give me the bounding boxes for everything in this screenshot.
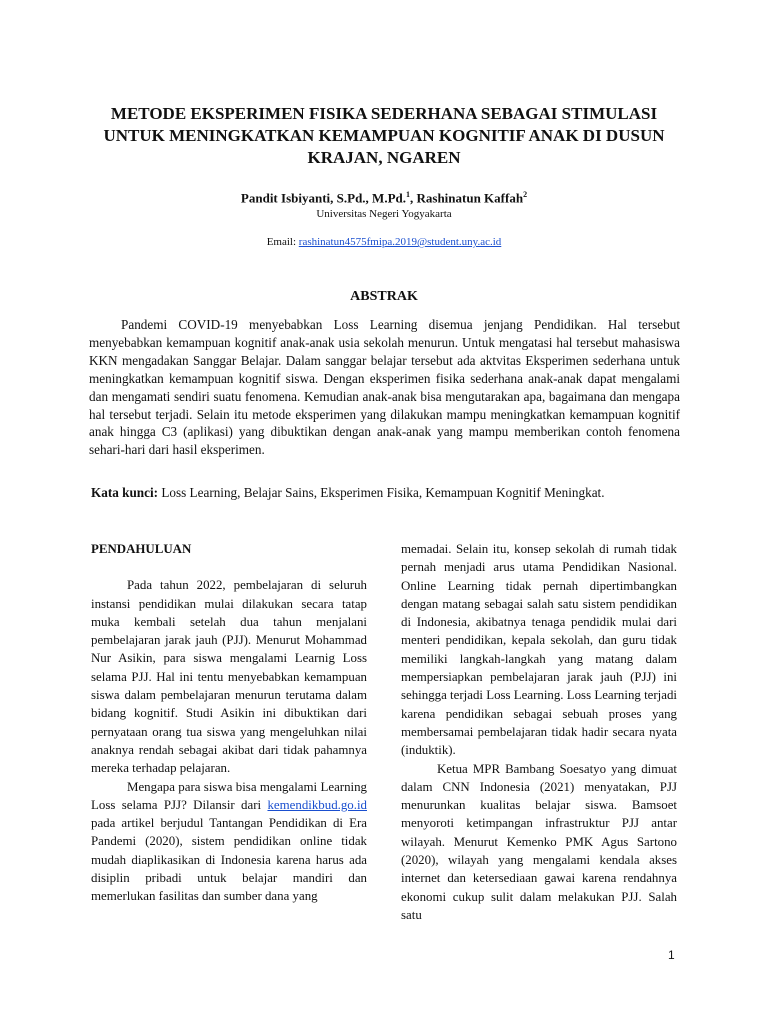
email-link[interactable]: rashinatun4575fmipa.2019@student.uny.ac.id [298, 236, 502, 248]
kemendikbud-link[interactable]: kemendikbud.go.id [267, 797, 367, 812]
paper-title: METODE EKSPERIMEN FISIKA SEDERHANA SEBAGAI STIMULASI UNTUK MENINGKATKAN KEMAMPUAN KOGNITIF ANAK DI DUSUN KRAJAN, NGAREN [103, 104, 665, 167]
email-line [0, 236, 768, 248]
left-paragraph-2 [91, 778, 367, 906]
page-number: 1 [668, 948, 675, 962]
email-label: Email: [266, 236, 299, 248]
keywords-label: Kata kunci: [91, 485, 159, 500]
keywords-list: Loss Learning, Belajar Sains, Eksperimen Fisika, Kemampuan Kognitif Meningkat. [158, 485, 605, 500]
author-2: Rashinatun Kaffah [416, 190, 524, 206]
author-line [0, 190, 768, 206]
left-p2-before: Mengapa para siswa bisa mengalami Learning Loss selama PJJ? Dilansir dari [91, 779, 367, 812]
author-1: Pandit Isbiyanti, S.Pd., M.Pd. [240, 190, 406, 206]
left-column [91, 540, 367, 906]
abstract-heading: ABSTRAK [350, 289, 418, 304]
keywords [91, 484, 651, 502]
section-heading: PENDAHULUAN [91, 542, 192, 556]
right-column [401, 540, 677, 924]
left-paragraph-1: Pada tahun 2022, pembelajaran di seluruh instansi pendidikan mulai dilakukan secara tatap muka kembali setelah dua tahun menjalani pembelajaran jarak jauh (PJJ). Menurut Mohammad Nur Asikin, para siswa mengalami Learnig Loss selama PJJ. Hal ini tentu menyebabkan kemampuan siswa dalam pembelajaran menurun terutama dalam bidang kognitif. Studi Asikin ini dibuktikan dari pernyataan orang tua siswa yang mengeluhkan nilai anaknya rendah sebagai akibat dari tidak pahamnya mereka terhadap pelajaran. [91, 578, 367, 776]
author-2-affil-mark: 2 [523, 190, 528, 199]
left-p2-after: pada artikel berjudul Tantangan Pendidikan di Era Pandemi (2020), sistem pendidikan online tidak mudah diaplikasikan di Indonesia karena harus ada disiplin pribadi untuk belajar mandiri dan memerlukan fasilitas dan sumber dana yang [91, 816, 367, 904]
author-separator: , [410, 190, 417, 206]
right-paragraph-1: memadai. Selain itu, konsep sekolah di rumah tidak pernah menjadi arus utama Pendidikan Nasional. Online Learning tidak pernah dipertimbangkan dengan matang sebagai salah satu sistem pendidikan di Indonesia, akibatnya tenaga pendidik mulai dari menteri pendidikan, kepala sekolah, dan guru tidak memiliki langkah-langkah yang matang dalam mempersiapkan pembelajaran jarak jauh (PJJ) ini sehingga terjadi Loss Learning. Loss Learning terjadi karena pendidikan sebagai sebuah proses yang membersamai pembelajaran tidak hadir secara nyata (induktik). [401, 542, 677, 758]
right-paragraph-2: Ketua MPR Bambang Soesatyo yang dimuat dalam CNN Indonesia (2021) menyatakan, PJJ menurunkan kualitas belajar siswa. Bamsoet menyoroti ketimpangan infrastruktur PJJ antar wilayah. Menurut Kemenko PMK Agus Sartono (2020), wilayah yang mengalami kendala akses internet dan ketersediaan gawai karena rendahnya ekonomi cukup sulit dalam melakukan PJJ. Salah satu [401, 761, 677, 922]
author-1-affil-mark: 1 [406, 190, 410, 199]
abstract-text: Pandemi COVID-19 menyebabkan Loss Learning disemua jenjang Pendidikan. Hal tersebut menyebabkan kemampuan kognitif anak-anak usia sekolah menurun. Untuk mengatasi hal tersebut mahasiswa KKN mengadakan Sanggar Belajar. Dalam sanggar belajar tersebut ada aktvitas Eksperimen sederhana untuk meningkatkan kemampuan kognitif siswa. Dengan eksperimen fisika sederhana anak-anak dapat mengalami dan mengamati sendiri suatu fenomena. Kemudian anak-anak bisa mengutarakan apa, bagaimana dan mengapa hal tersebut terjadi. Selain itu metode eksperimen yang dilakukan mampu meningkatkan kemampuan kognitif anak hingga C3 (aplikasi) yang dibuktikan dengan anak-anak yang mampu memberikan contoh fenomena sehari-hari dari hasil eksperimen. [89, 317, 680, 458]
affiliation: Universitas Negeri Yogyakarta [316, 208, 452, 220]
